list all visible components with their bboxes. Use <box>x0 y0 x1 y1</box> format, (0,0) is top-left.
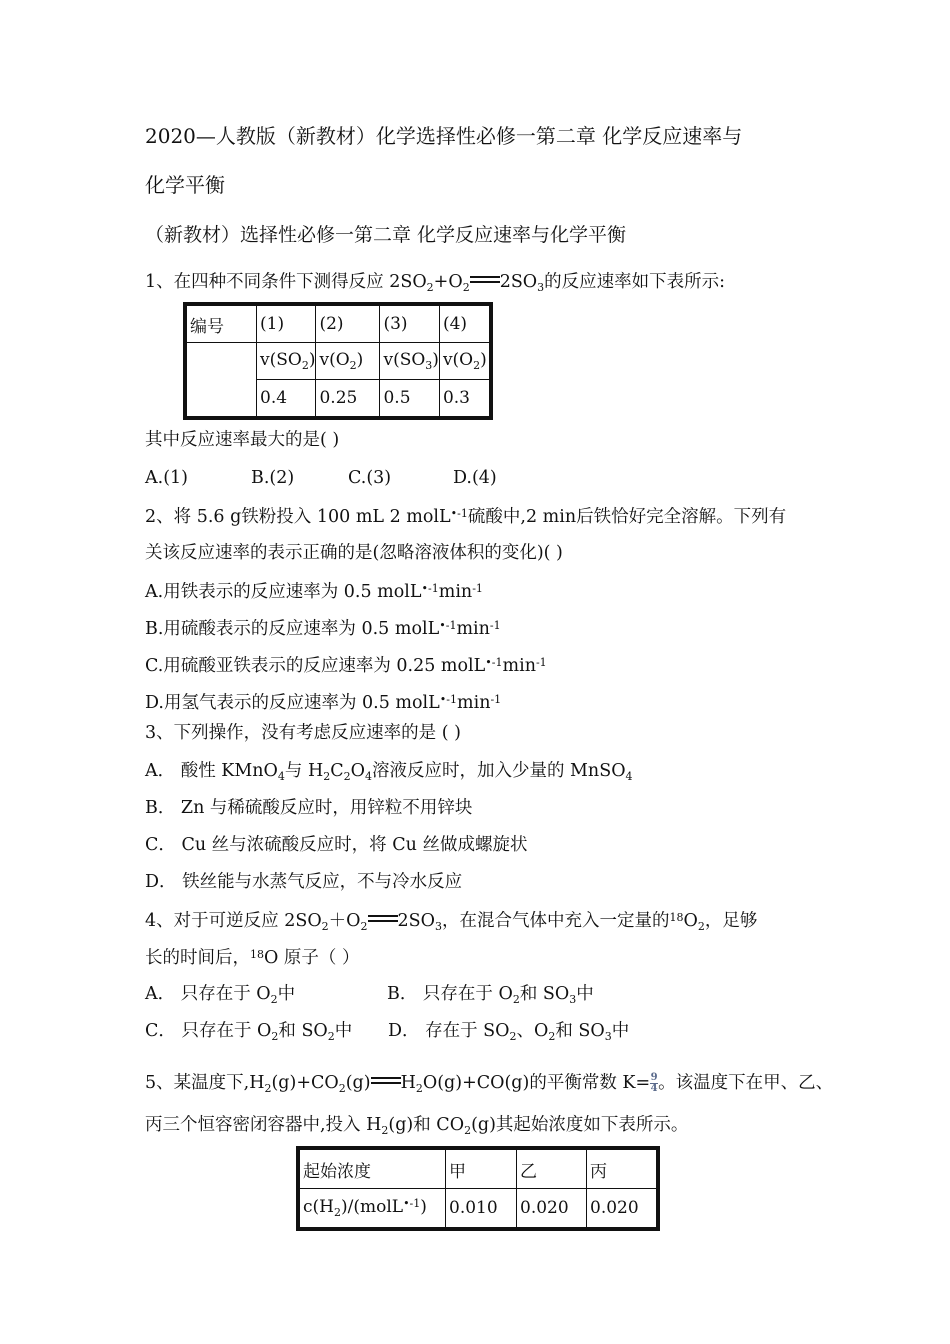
table-cell: $v(O_2)$ <box>316 343 380 380</box>
q3-option-a: A． 酸性 KMnO$_4$与 $H_2C_2O_4$溶液反应时，加入少量的 MnSO$_4$ <box>145 761 633 783</box>
table-cell: 丙 <box>587 1148 659 1189</box>
table-cell: $v(O_2)$ <box>439 343 491 380</box>
table-cell: 乙 <box>517 1148 587 1189</box>
table-row <box>185 304 491 343</box>
table-cell: 0.020 <box>517 1189 587 1230</box>
equilibrium-arrow-icon <box>470 275 500 285</box>
equilibrium-arrow-icon <box>368 914 398 924</box>
option-d: D.(4) <box>453 468 497 488</box>
option-d: D． 存在于 $SO_2$、$O_2$和 $SO_3$中 <box>388 1021 630 1043</box>
q2-option-d: D.用氢气表示的反应速率为 0.5 $molL^{•-1}\min^{-1}$ <box>145 693 502 713</box>
table-row <box>185 343 491 380</box>
table-cell: 0.020 <box>587 1189 659 1230</box>
q3-option-c: C． Cu 丝与浓硫酸反应时，将 Cu 丝做成螺旋状 <box>145 835 528 855</box>
q2-option-c: C.用硫酸亚铁表示的反应速率为 0.25 $molL^{•-1}\min^{-1}$ <box>145 656 547 676</box>
option-b: B． 只存在于 $O_2$和 $SO_3$中 <box>387 984 594 1006</box>
option-b: B.(2) <box>251 468 295 488</box>
option-c: C.(3) <box>348 468 392 488</box>
option-c: C． 只存在于 $O_2$和 $SO_2$中 <box>145 1021 353 1043</box>
q2-stem-line1: 2、将 5.6 g铁粉投入 100 mL 2 molL$^{•-1}$硫酸中,2 min后铁恰好完全溶解。下列有 <box>145 507 787 527</box>
table-cell: 0.010 <box>446 1189 517 1230</box>
table-cell: (3) <box>380 304 439 343</box>
table-cell: $c(H_2)/(molL^{•-1})$ <box>298 1189 446 1230</box>
q1-rate-table <box>183 302 493 420</box>
q3-option-b: B． Zn 与稀硫酸反应时，用锌粒不用锌块 <box>145 798 473 818</box>
q2-option-b: B.用硫酸表示的反应速率为 0.5 $molL^{•-1}\min^{-1}$ <box>145 619 501 639</box>
q4-stem-line2: 长的时间后，$^{18}$O 原子（ ） <box>145 948 360 968</box>
doc-subtitle: （新教材）选择性必修一第二章 化学反应速率与化学平衡 <box>145 224 627 246</box>
table-cell: 0.3 <box>439 380 491 419</box>
q1-stem: 1、在四种不同条件下测得反应 $2SO_2+O_2$ $2SO_3$的反应速率如下表所示: <box>145 272 726 294</box>
doc-title-line1: 2020—人教版（新教材）化学选择性必修一第二章 化学反应速率与 <box>145 124 743 148</box>
q4-options-row1 <box>145 984 594 1006</box>
q2-option-a: A.用铁表示的反应速率为 0.5 $molL^{•-1}\min^{-1}$ <box>145 582 483 602</box>
table-cell: (4) <box>439 304 491 343</box>
equilibrium-arrow-icon <box>371 1076 401 1086</box>
table-cell: 0.4 <box>257 380 316 419</box>
table-cell: 0.25 <box>316 380 380 419</box>
k-fraction: $\frac{9}{4}$ <box>650 1072 658 1094</box>
option-a: A． 只存在于 $O_2$中 <box>145 984 296 1006</box>
table-row <box>298 1148 658 1189</box>
table-cell: $v(SO_2)$ <box>257 343 316 380</box>
q5-stem-line1: 5、某温度下$,H_2(g)+CO_2(g)$ $H_2O(g)+CO(g)$的平衡常数 K= $\frac{9}{4}$ 。该温度下在甲、乙、 <box>145 1072 834 1095</box>
option-a: A.(1) <box>145 468 188 488</box>
q4-stem-line1: 4、对于可逆反应 $2SO_2+O_2$ $2SO_3$，在混合气体中充入一定量的$^{18}O_2$，足够 <box>145 911 758 933</box>
table-cell: 0.5 <box>380 380 439 419</box>
q3-stem: 3、下列操作，没有考虑反应速率的是 ( ) <box>145 723 461 743</box>
q2-stem-line2: 关该反应速率的表示正确的是(忽略溶液体积的变化)( ) <box>145 543 563 563</box>
doc-title-line2: 化学平衡 <box>145 173 225 197</box>
table-cell: 编号 <box>185 304 257 343</box>
q4-options-row2 <box>145 1021 630 1043</box>
q5-concentration-table <box>296 1146 660 1231</box>
table-cell: 起始浓度 <box>298 1148 446 1189</box>
q3-option-d: D． 铁丝能与水蒸气反应，不与冷水反应 <box>145 872 463 892</box>
q5-stem-line2: 丙三个恒容密闭容器中,投入 $H_2(g)$和 $CO_2(g)$其起始浓度如下表所示。 <box>145 1115 689 1137</box>
table-cell: (2) <box>316 304 380 343</box>
table-cell: 甲 <box>446 1148 517 1189</box>
q1-prompt: 其中反应速率最大的是( ) <box>145 430 340 450</box>
q1-options <box>145 468 497 488</box>
table-row <box>298 1189 658 1230</box>
table-cell: $v(SO_3)$ <box>380 343 439 380</box>
table-cell: (1) <box>257 304 316 343</box>
table-cell <box>185 343 257 419</box>
